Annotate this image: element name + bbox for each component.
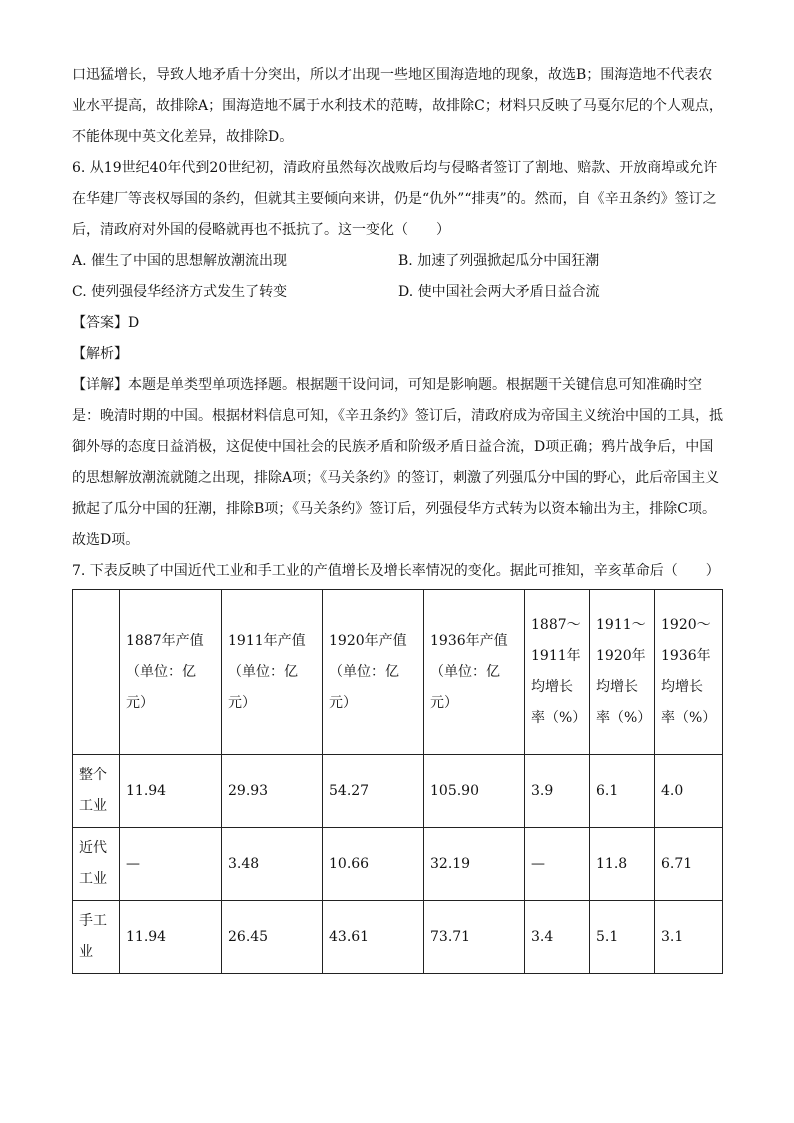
header-growth-1911-1920: 1911～1920年均增长率（%） [590,590,655,755]
question-6-answer: 【答案】D [72,315,140,331]
table-cell: 6.71 [655,828,723,901]
table-cell: 105.90 [424,755,525,828]
table-cell: — [120,828,222,901]
question-6-stem: 6. 从19世纪40年代到20世纪初，清政府虽然每次战败后均与侵略者签订了割地、赔款、开放商埠或允许在华建厂等丧权辱国的条约，但就其主要倾向来讲，仍是“仇外”“排夷”的。然而，自《辛丑条约》签订之后，清政府对外国的侵略就再也不抵抗了。这一变化（ ） [72,160,718,238]
header-growth-1887-1911: 1887～1911年均增长率（%） [525,590,590,755]
table-corner-cell [73,590,120,755]
table-cell: 54.27 [323,755,424,828]
header-1920-output: 1920年产值（单位：亿元） [323,590,424,755]
question-6-options [72,246,724,308]
table-header-row [73,590,723,755]
table-row [73,901,723,974]
option-c[interactable]: C. 使列强侵华经济方式发生了转变 [72,284,288,300]
table-row [73,828,723,901]
previous-answer-explanation: 口迅猛增长，导致人地矛盾十分突出，所以才出现一些地区围海造地的现象，故选B；围海造地不代表农业水平提高，故排除A；围海造地不属于水利技术的范畴，故排除C；材料只反映了马戛尔尼的个人观点，不能体现中英文化差异，故排除D。 [72,67,723,145]
table-cell: — [525,828,590,901]
question-6-analysis-label: 【解析】 [72,346,128,362]
table-cell: 3.1 [655,901,723,974]
row-label: 整个工业 [73,755,120,828]
option-b[interactable]: B. 加速了列强掀起瓜分中国狂潮 [398,253,600,269]
table-row [73,755,723,828]
option-d[interactable]: D. 使中国社会两大矛盾日益合流 [398,284,600,300]
table-cell: 10.66 [323,828,424,901]
table-cell: 43.61 [323,901,424,974]
row-label: 手工业 [73,901,120,974]
table-cell: 73.71 [424,901,525,974]
table-cell: 29.93 [222,755,323,828]
header-1911-output: 1911年产值（单位：亿元） [222,590,323,755]
table-cell: 4.0 [655,755,723,828]
document-page [72,60,724,974]
table-cell: 3.48 [222,828,323,901]
option-a[interactable]: A. 催生了中国的思想解放潮流出现 [72,253,288,269]
table-cell: 26.45 [222,901,323,974]
row-label: 近代工业 [73,828,120,901]
table-cell: 32.19 [424,828,525,901]
table-cell: 11.94 [120,901,222,974]
table-cell: 3.4 [525,901,590,974]
header-growth-1920-1936: 1920～1936年均增长率（%） [655,590,723,755]
question-7-stem: 7. 下表反映了中国近代工业和手工业的产值增长及增长率情况的变化。据此可推知，辛亥革命后（ ） [72,563,720,579]
question-6-detail: 【详解】本题是单类型单项选择题。根据题干设问词，可知是影响题。根据题干关键信息可知准确时空是：晚清时期的中国。根据材料信息可知，《辛丑条约》签订后，清政府成为帝国主义统治中国的工具，抵御外辱的态度日益消极，这促使中国社会的民族矛盾和阶级矛盾日益合流，D项正确；鸦片战争后，中国的思想解放潮流就随之出现，排除A项；《马关条约》的签订，刺激了列强瓜分中国的野心，此后帝国主义掀起了瓜分中国的狂潮，排除B项；《马关条约》签订后，列强侵华方式转为以资本输出为主，排除C项。故选D项。 [72,377,723,548]
table-cell: 11.8 [590,828,655,901]
table-cell: 11.94 [120,755,222,828]
industry-output-table [72,589,723,974]
table-cell: 6.1 [590,755,655,828]
table-cell: 5.1 [590,901,655,974]
header-1936-output: 1936年产值（单位：亿元） [424,590,525,755]
table-cell: 3.9 [525,755,590,828]
header-1887-output: 1887年产值（单位：亿元） [120,590,222,755]
